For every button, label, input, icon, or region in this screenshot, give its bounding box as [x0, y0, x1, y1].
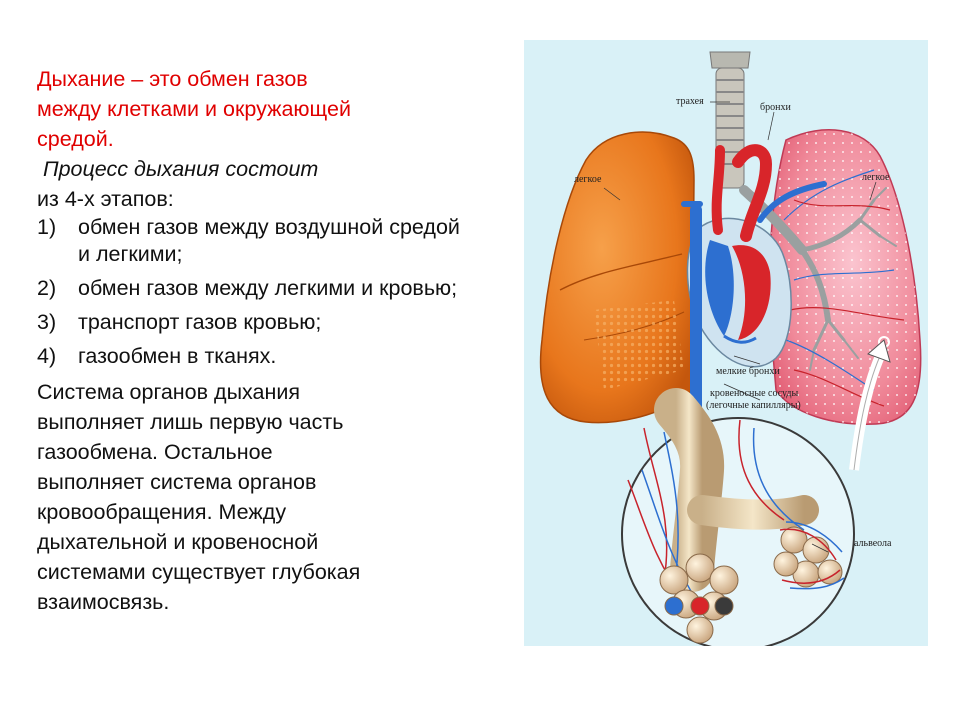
- stage-item: [37, 275, 477, 302]
- stage-item: [37, 343, 477, 370]
- stage-text: транспорт газов кровью;: [78, 310, 322, 334]
- label-vessels-line-2: (легочные капилляры): [706, 400, 801, 411]
- process-intro: из 4-х этапов:: [37, 187, 174, 211]
- stage-number: 4): [37, 344, 57, 368]
- definition-line-1: Дыхание – это обмен газов: [37, 67, 308, 91]
- label-lung-right: легкое: [862, 172, 890, 183]
- stage-text: газообмен в тканях.: [78, 344, 277, 368]
- label-vessels-line-1: кровеносные сосуды: [710, 388, 799, 399]
- label-small-bronchi: мелкие бронхи: [716, 366, 780, 377]
- label-lung-left: легкое: [574, 174, 602, 185]
- label-alveolus: альвеола: [854, 538, 892, 549]
- label-bronchi: бронхи: [760, 102, 791, 113]
- text-column: [37, 64, 477, 617]
- stage-number: 2): [37, 276, 57, 300]
- respiratory-system-illustration: [524, 40, 928, 646]
- process-title: Процесс дыхания состоит: [43, 157, 319, 181]
- summary-line: выполняет лишь первую часть: [37, 410, 344, 434]
- summary-line: выполняет система органов: [37, 470, 317, 494]
- stage-text: обмен газов между воздушной средой и легкими;: [78, 215, 460, 266]
- stage-number: 1): [37, 215, 57, 239]
- stage-item: [37, 309, 477, 336]
- definition-line-2: между клетками и окружающей: [37, 97, 351, 121]
- summary-line: взаимосвязь.: [37, 590, 170, 614]
- stage-text: обмен газов между легкими и кровью;: [78, 276, 458, 300]
- label-trachea: трахея: [676, 96, 704, 107]
- stages-list: [37, 214, 477, 370]
- summary-line: дыхательной и кровеносной: [37, 530, 319, 554]
- stage-number: 3): [37, 310, 57, 334]
- definition-line-3: средой.: [37, 127, 114, 151]
- summary-line: системами существует глубокая: [37, 560, 361, 584]
- stage-item: [37, 214, 477, 268]
- summary-line: кровообращения. Между: [37, 500, 287, 524]
- summary-line: Система органов дыхания: [37, 380, 301, 404]
- summary-line: газообмена. Остальное: [37, 440, 273, 464]
